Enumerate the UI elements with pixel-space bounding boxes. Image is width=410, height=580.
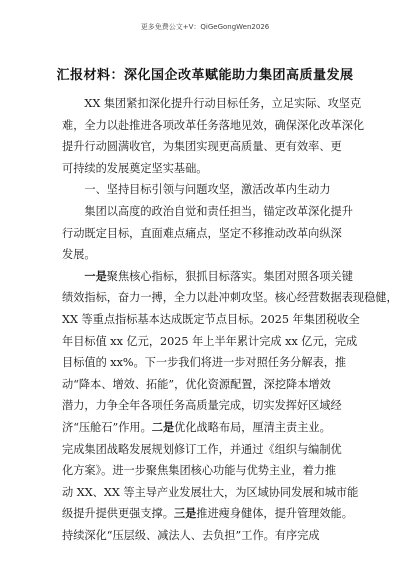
text-run: 动 XX、XX 等主导产业发展壮大，为区域协同发展和城市能 <box>62 485 359 499</box>
text-run: 一、坚持目标引领与问题攻坚，激活改革内生动力 <box>62 183 331 197</box>
text-run: XX 等重点指标基本达成既定节点目标。2025 年集团税收全 <box>62 312 360 326</box>
body-line <box>62 503 354 525</box>
text-run: 化方案》。进一步聚焦集团核心功能与优势主业，着力推 <box>62 464 337 478</box>
document-body <box>62 93 398 546</box>
body-line <box>62 309 360 331</box>
page-header-note: 更多免费公文+V：QiGeGongWen2026 <box>140 23 270 31</box>
bold-ordinal: 一是 <box>84 268 107 283</box>
body-line <box>62 417 354 439</box>
body-line <box>62 266 354 288</box>
body-line <box>62 244 354 266</box>
body-line <box>62 223 354 245</box>
text-run: XX 集团紧扣深化提升行动目标任务，立足实际、攻坚克 <box>62 97 362 110</box>
text-run: 聚焦核心指标，狠抓目标落实。集团对照各项关键 <box>106 269 353 283</box>
text-run: 绩效指标，奋力一搏，全力以赴冲刺攻坚。核心经营数据表现稳健， <box>62 291 398 305</box>
body-line <box>62 395 354 417</box>
bold-ordinal: 三是 <box>173 506 197 521</box>
body-line <box>62 482 359 504</box>
bold-ordinal: 二是 <box>151 419 175 434</box>
body-line <box>62 93 362 115</box>
body-line <box>62 158 354 180</box>
text-run: 难，全力以赴推进各项改革任务落地见效，确保深化改革深化 <box>62 118 365 132</box>
text-run: 持续深化“压层级、减法人、去负担”工作。有序完成 <box>62 528 320 542</box>
text-run: 潜力，力争全年各项任务高质量完成，切实发挥好区域经 <box>62 399 342 413</box>
body-line <box>62 179 354 201</box>
body-line <box>62 374 354 396</box>
text-run: 完成集团战略发展规划修订工作，并通过《组织与编制优 <box>62 442 342 456</box>
text-run: 济“压舱石”作用。 <box>62 420 152 434</box>
body-line <box>62 331 358 353</box>
text-run: 年目标值 xx 亿元，2025 年上半年累计完成 xx 亿元，完成 <box>62 334 358 348</box>
body-line <box>62 439 354 461</box>
body-line <box>62 352 354 374</box>
text-run <box>62 270 84 283</box>
body-line <box>62 115 365 137</box>
text-run: 发展。 <box>62 248 96 262</box>
body-line <box>62 201 354 223</box>
body-line <box>62 525 354 547</box>
text-run: 推进瘦身健体，提升管理效能。 <box>196 507 353 521</box>
text-run: 级提升提供更强支撑。 <box>62 507 174 521</box>
text-run: 集团以高度的政治自觉和责任担当，锚定改革深化提升 <box>62 204 353 218</box>
body-line <box>62 136 354 158</box>
text-run: 动“降本、增效、拓能”，优化资源配置，深挖降本增效 <box>62 377 331 391</box>
body-line <box>62 287 398 309</box>
text-run: 目标值的 xx%。下一步我们将进一步对照任务分解表，推 <box>62 356 347 370</box>
document-title: 汇报材料：深化国企改革赋能助力集团高质量发展 <box>56 68 354 83</box>
text-run: 提升行动圆满收官，为集团实现更高质量、更有效率、更 <box>62 140 342 154</box>
body-line <box>62 460 354 482</box>
text-run: 行动既定目标，直面难点痛点，坚定不移推动改革向纵深 <box>62 226 342 240</box>
text-run: 优化战略布局，厘清主责主业。 <box>174 420 331 434</box>
text-run: 可持续的发展奠定坚实基础。 <box>62 161 208 175</box>
